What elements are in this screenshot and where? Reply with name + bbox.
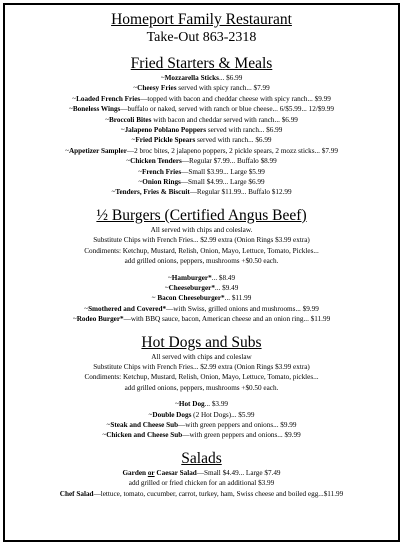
section-note: Substitute Chips with French Fries... $2.99 extra (Onion Rings $3.99 extra) — [93, 362, 310, 371]
section-note: add grilled onions, peppers, mushrooms +$0.50 each. — [124, 257, 279, 266]
menu-item: ~Broccoli Bites with bacon and cheddar served with ranch... $6.99 — [105, 115, 298, 124]
menu-item: ~Onion Rings—Small $4.99... Large $6.99 — [138, 178, 265, 187]
menu-item: Garden or Caesar Salad—Small $4.49... Large $7.49 — [122, 468, 281, 477]
menu-item: Chef Salad—lettuce, tomato, cucumber, carrot, turkey, ham, Swiss cheese and boiled egg...$11.99 — [59, 489, 344, 498]
section-heading-starters: Fried Starters & Meals — [130, 55, 273, 72]
menu-item: ~Jalapeno Poblano Poppers served with ranch... $6.99 — [120, 126, 283, 135]
menu-item: ~Smothered and Covered*—with Swiss, grilled onions and mushrooms... $9.99 — [84, 304, 319, 313]
menu-item: ~Fried Pickle Spears served with ranch... $6.99 — [131, 136, 272, 145]
hotdogs-notes — [5, 352, 398, 394]
menu-item: ~Chicken Tenders—Regular $7.99... Buffalo $8.99 — [126, 157, 277, 166]
menu-item: ~Hot Dog... $3.99 — [174, 400, 228, 409]
burgers-list — [5, 273, 398, 325]
menu-item: ~French Fries—Small $3.99... Large $5.99 — [138, 167, 265, 176]
section-note: Condiments: Ketchup, Mustard, Relish, Onion, Mayo, Lettuce, Tomato, Pickles... — [84, 246, 319, 255]
section-heading-hotdogs: Hot Dogs and Subs — [141, 333, 262, 351]
menu-item: ~Tenders, Fries & Biscuit—Regular $11.99... Buffalo $12.99 — [111, 188, 292, 197]
menu-item: ~Boneless Wings—buffalo or naked, served with ranch or blue cheese... 6/$5.99... 12/$9.99 — [69, 105, 334, 114]
section-note: add grilled or fried chicken for an additional $3.99 — [128, 479, 275, 488]
section-heading-burgers: ½ Burgers (Certified Angus Beef) — [96, 206, 307, 224]
section-heading-salads: Salads — [181, 449, 222, 467]
menu-page — [3, 3, 400, 542]
menu-item: ~Cheesy Fries served with spicy ranch... $7.99 — [133, 84, 270, 93]
starters-list — [5, 73, 398, 198]
menu-item: ~ Bacon Cheeseburger*... $11.99 — [151, 294, 252, 303]
salads-list — [5, 468, 398, 499]
menu-item: ~Cheeseburger*... $9.49 — [164, 283, 239, 292]
menu-item: ~Appetizer Sampler—2 broc bites, 2 jalapeno poppers, 2 pickle spears, 2 mozz sticks... $7.99 — [65, 146, 338, 155]
section-note: All served with chips and coleslaw. — [150, 225, 253, 234]
section-note: All served with chips and coleslaw — [151, 352, 252, 361]
takeout-phone: Take-Out 863-2318 — [146, 30, 257, 45]
menu-item: ~Chicken and Cheese Sub—with green peppers and onions... $9.99 — [102, 431, 301, 440]
section-note: Condiments: Ketchup, Mustard, Relish, Onion, Mayo, Lettuce, Tomato, pickles... — [84, 373, 319, 382]
menu-item: ~Mozzarella Sticks... $6.99 — [160, 74, 243, 82]
menu-item: ~Rodeo Burger*—with BBQ sauce, bacon, American cheese and an onion ring... $11.99 — [72, 315, 331, 324]
restaurant-name: Homeport Family Restaurant — [111, 11, 292, 28]
burgers-notes — [5, 225, 398, 267]
menu-item: ~Steak and Cheese Sub—with green peppers and onions... $9.99 — [106, 420, 297, 429]
section-note: add grilled onions, peppers, mushrooms +$0.50 each. — [124, 383, 279, 392]
menu-item: ~Hamburger*... $8.49 — [167, 273, 236, 282]
menu-item: ~Loaded French Fries—topped with bacon and cheddar cheese with spicy ranch... $9.99 — [72, 94, 331, 103]
menu-item: ~Double Dogs (2 Hot Dogs)... $5.99 — [148, 410, 255, 419]
section-note: Substitute Chips with French Fries... $2.99 extra (Onion Rings $3.99 extra) — [93, 236, 310, 245]
hotdogs-list — [5, 399, 398, 441]
